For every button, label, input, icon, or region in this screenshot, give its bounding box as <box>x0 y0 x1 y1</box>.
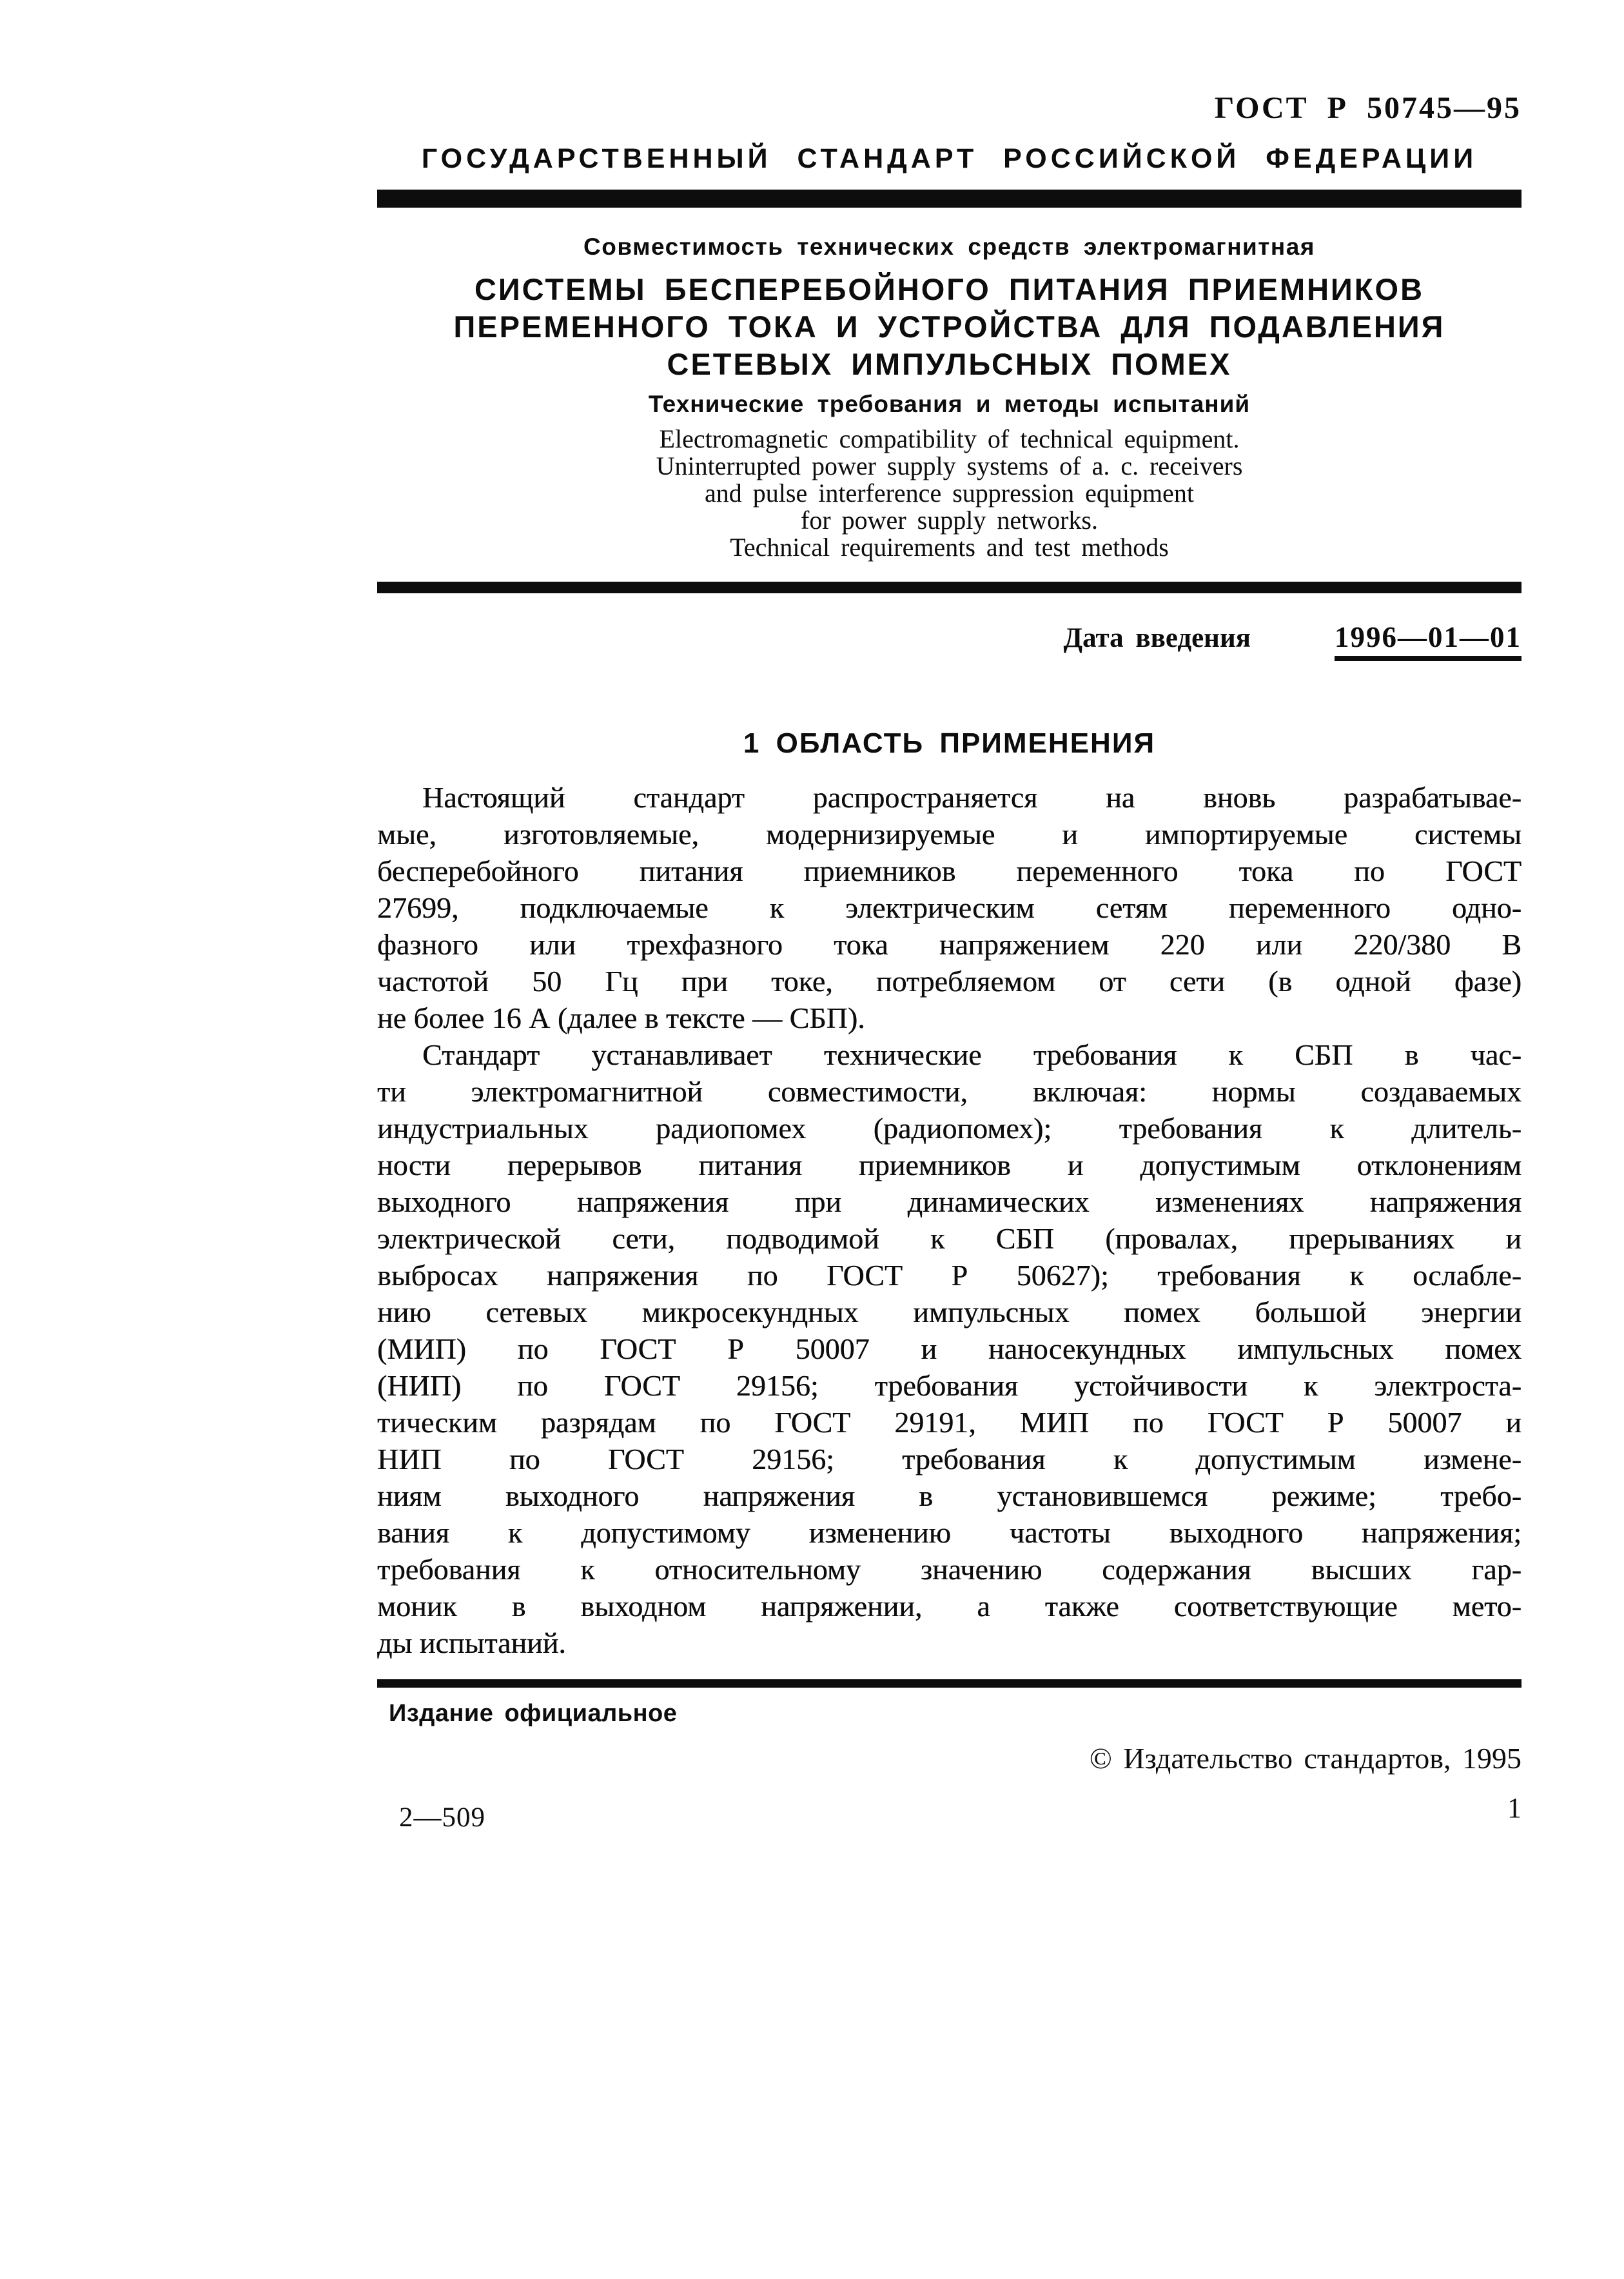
paragraph-2-line-17: ды испытаний. <box>377 1626 566 1659</box>
paragraph-2-line-16: моник в выходном напряжении, а также соответствующие мето- <box>377 1590 1521 1623</box>
section-heading: 1 ОБЛАСТЬ ПРИМЕНЕНИЯ <box>743 727 1156 759</box>
paragraph-2-line-10: (НИП) по ГОСТ 29156; требования устойчивости к электроста- <box>377 1369 1521 1402</box>
paragraph-1-line-2: мые, изготовляемые, модернизируемые и импортируемые системы <box>377 818 1521 851</box>
title-ru-line-2: ПЕРЕМЕННОГО ТОКА И УСТРОЙСТВА ДЛЯ ПОДАВЛЕНИЯ <box>453 310 1445 344</box>
paragraph-1-line-4: 27699, подключаемые к электрическим сетям переменного одно- <box>377 891 1521 924</box>
date-value: 1996—01—01 <box>1335 620 1521 661</box>
org-header: ГОСУДАРСТВЕННЫЙ СТАНДАРТ РОССИЙСКОЙ ФЕДЕРАЦИИ <box>421 143 1478 174</box>
paragraph-1-line-6: частотой 50 Гц при токе, потребляемом от сети (в одной фазе) <box>377 965 1521 998</box>
title-en-line-5: Technical requirements and test methods <box>730 533 1169 562</box>
paragraph-1 <box>377 779 1521 1036</box>
title-en-line-3: and pulse interference suppression equipment <box>705 478 1194 508</box>
paragraph-2-line-5: выходного напряжения при динамических изменениях напряжения <box>377 1185 1521 1218</box>
title-en-line-2: Uninterrupted power supply systems of a. c. receivers <box>656 451 1243 480</box>
bottom-row <box>377 1791 1521 1833</box>
paragraph-1-line-3: бесперебойного питания приемников переменного тока по ГОСТ <box>377 854 1521 887</box>
subject-line: Совместимость технических средств электромагнитная <box>583 233 1315 260</box>
paragraph-1-line-7: не более 16 А (далее в тексте — СБП). <box>377 1001 865 1034</box>
paragraph-1-line-1: Настоящий стандарт распространяется на вновь разрабатывае- <box>422 781 1521 814</box>
date-row <box>377 620 1521 661</box>
paragraph-2-line-11: тическим разрядам по ГОСТ 29191, МИП по ГОСТ Р 50007 и <box>377 1406 1521 1439</box>
title-ru <box>377 271 1521 383</box>
title-ru-line-1: СИСТЕМЫ БЕСПЕРЕБОЙНОГО ПИТАНИЯ ПРИЕМНИКОВ <box>474 272 1425 306</box>
paragraph-2-line-3: индустриальных радиопомех (радиопомех); требования к длитель- <box>377 1112 1521 1145</box>
paragraph-2-line-15: требования к относительному значению содержания высших гар- <box>377 1553 1521 1586</box>
paragraph-2-line-6: электрической сети, подводимой к СБП (провалах, прерываниях и <box>377 1222 1521 1255</box>
title-en-line-4: for power supply networks. <box>801 506 1098 535</box>
rule-mid <box>377 582 1521 593</box>
rule-bottom <box>377 1679 1521 1688</box>
paragraph-1-line-5: фазного или трехфазного тока напряжением 220 или 220/380 В <box>377 928 1521 961</box>
paragraph-2-line-4: ности перерывов питания приемников и допустимым отклонениям <box>377 1149 1521 1181</box>
paragraph-2-line-12: НИП по ГОСТ 29156; требования к допустимым измене- <box>377 1443 1521 1475</box>
page-number: 1 <box>1507 1792 1521 1824</box>
title-ru-line-3: СЕТЕВЫХ ИМПУЛЬСНЫХ ПОМЕХ <box>667 347 1232 381</box>
doc-number: ГОСТ Р 50745—95 <box>1214 91 1521 125</box>
print-code: 2—509 <box>399 1802 485 1833</box>
paragraph-2-line-13: ниям выходного напряжения в установившемся режиме; требо- <box>377 1479 1521 1512</box>
edition-note: Издание официальное <box>389 1700 678 1727</box>
title-en <box>377 426 1521 561</box>
paragraph-2-line-9: (МИП) по ГОСТ Р 50007 и наносекундных импульсных помех <box>377 1332 1521 1365</box>
paragraph-2-line-8: нию сетевых микросекундных импульсных помех большой энергии <box>377 1296 1521 1328</box>
body-text <box>377 779 1521 1661</box>
date-label: Дата введения <box>1063 623 1251 653</box>
paragraph-2 <box>377 1036 1521 1661</box>
rule-top <box>377 190 1521 208</box>
paragraph-2-line-1: Стандарт устанавливает технические требования к СБП в час- <box>422 1038 1521 1071</box>
paragraph-2-line-14: вания к допустимому изменению частоты выходного напряжения; <box>377 1516 1521 1549</box>
copyright-line: © Издательство стандартов, 1995 <box>1089 1742 1521 1775</box>
paragraph-2-line-2: ти электромагнитной совместимости, включая: нормы создаваемых <box>377 1075 1521 1108</box>
paragraph-2-line-7: выбросах напряжения по ГОСТ Р 50627); требования к ослабле- <box>377 1259 1521 1292</box>
subtitle-ru: Технические требования и методы испытаний <box>648 391 1251 417</box>
title-en-line-1: Electromagnetic compatibility of technical equipment. <box>659 424 1240 453</box>
